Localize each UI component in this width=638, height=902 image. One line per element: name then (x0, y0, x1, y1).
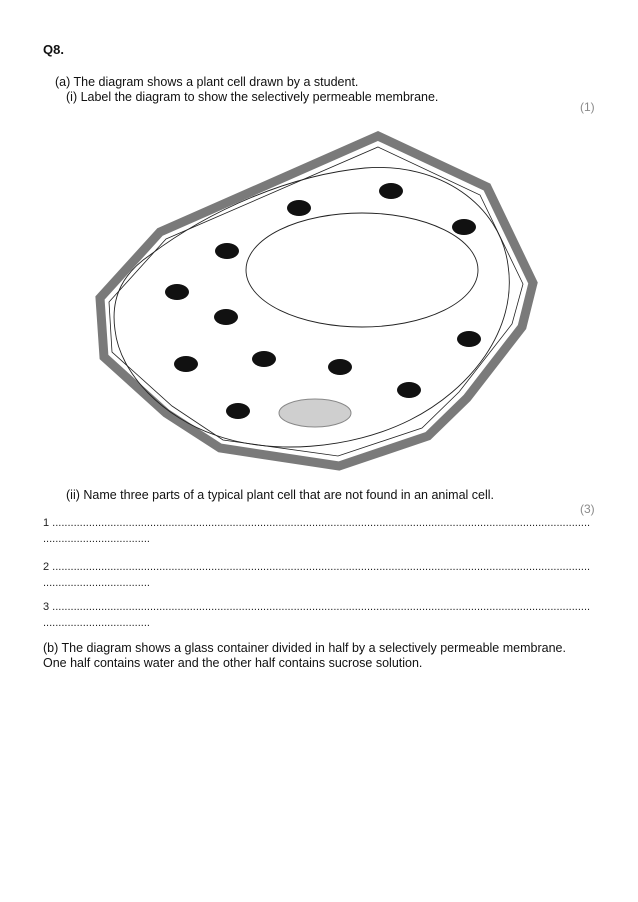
chloroplast (457, 331, 481, 347)
answer-line-number: 2 (43, 561, 50, 573)
answer-line-1[interactable] (43, 517, 590, 529)
vacuole (279, 399, 351, 427)
chloroplast (174, 356, 198, 372)
part-b-line-1: (b) The diagram shows a glass container divided in half by a selectively permeable membrane. (43, 641, 566, 655)
chloroplast (287, 200, 311, 216)
chloroplast (397, 382, 421, 398)
answer-line-number: 3 (43, 601, 50, 613)
answer-line-1-continuation[interactable]: ................................... (43, 533, 150, 545)
chloroplast (226, 403, 250, 419)
part-a-i-instruction: (i) Label the diagram to show the selectively permeable membrane. (66, 90, 439, 104)
part-a-ii-marks: (3) (580, 502, 595, 516)
answer-line-3-continuation[interactable]: ................................... (43, 617, 150, 629)
chloroplast (215, 243, 239, 259)
answer-line-3[interactable] (43, 601, 590, 613)
chloroplast (252, 351, 276, 367)
answer-line-2[interactable] (43, 561, 590, 573)
part-a-intro: (a) The diagram shows a plant cell drawn by a student. (55, 75, 359, 89)
nucleus (246, 213, 478, 327)
answer-line-number: 1 (43, 517, 50, 529)
chloroplast (328, 359, 352, 375)
chloroplast (165, 284, 189, 300)
part-a-i-marks: (1) (580, 100, 595, 114)
answer-line-2-continuation[interactable]: ................................... (43, 577, 150, 589)
chloroplast (452, 219, 476, 235)
part-a-ii-instruction: (ii) Name three parts of a typical plant cell that are not found in an animal cell. (66, 488, 494, 502)
question-number: Q8. (43, 42, 64, 57)
chloroplast (214, 309, 238, 325)
chloroplast (379, 183, 403, 199)
part-b-line-2: One half contains water and the other half contains sucrose solution. (43, 656, 423, 670)
